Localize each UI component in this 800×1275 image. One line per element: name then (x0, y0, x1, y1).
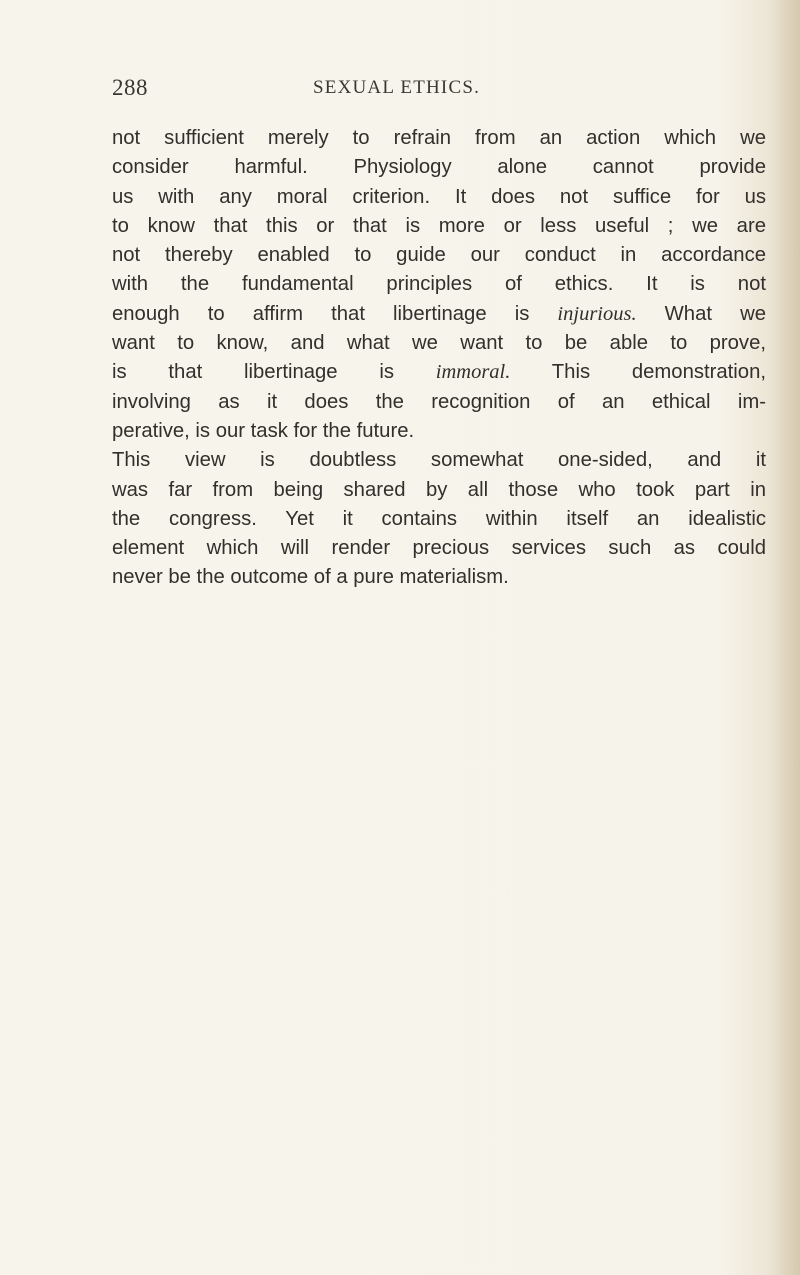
text-line: element which will render precious services such as could (112, 537, 766, 560)
text-segment: enough to affirm that libertinage is (112, 302, 558, 325)
page-edge-shading (772, 0, 800, 1275)
body-text (112, 124, 766, 593)
text-line: not thereby enabled to guide our conduct in accordance (112, 244, 766, 267)
text-line: the congress. Yet it contains within itself an idealistic (112, 507, 766, 530)
text-line: perative, is our task for the future. (112, 419, 415, 442)
text-segment: This demonstration, (510, 361, 767, 384)
text-line: This view is doubtless somewhat one-sided, and it (112, 449, 766, 472)
running-title: SEXUAL ETHICS. (313, 77, 481, 98)
text-segment: What we (636, 302, 766, 325)
page-number: 288 (112, 75, 148, 100)
text-line: involving as it does the recognition of an ethical im- (112, 390, 766, 413)
text-line: want to know, and what we want to be able to prove, (112, 332, 766, 355)
text-line: never be the outcome of a pure materialism. (112, 566, 509, 589)
text-line: was far from being shared by all those who took part in (112, 478, 766, 501)
text-line (112, 358, 766, 387)
text-line: with the fundamental principles of ethics. It is not (112, 273, 766, 296)
text-line: to know that this or that is more or less useful ; we are (112, 214, 766, 237)
text-line (112, 300, 766, 329)
text-line: us with any moral criterion. It does not suffice for us (112, 185, 766, 208)
running-head (112, 75, 768, 109)
italic-word: injurious. (557, 302, 637, 325)
text-segment: is that libertinage is (112, 361, 436, 384)
italic-word: immoral. (435, 361, 511, 384)
text-line: not sufficient merely to refrain from an action which we (112, 127, 766, 149)
text-line: consider harmful. Physiology alone cannot provide (112, 156, 766, 179)
